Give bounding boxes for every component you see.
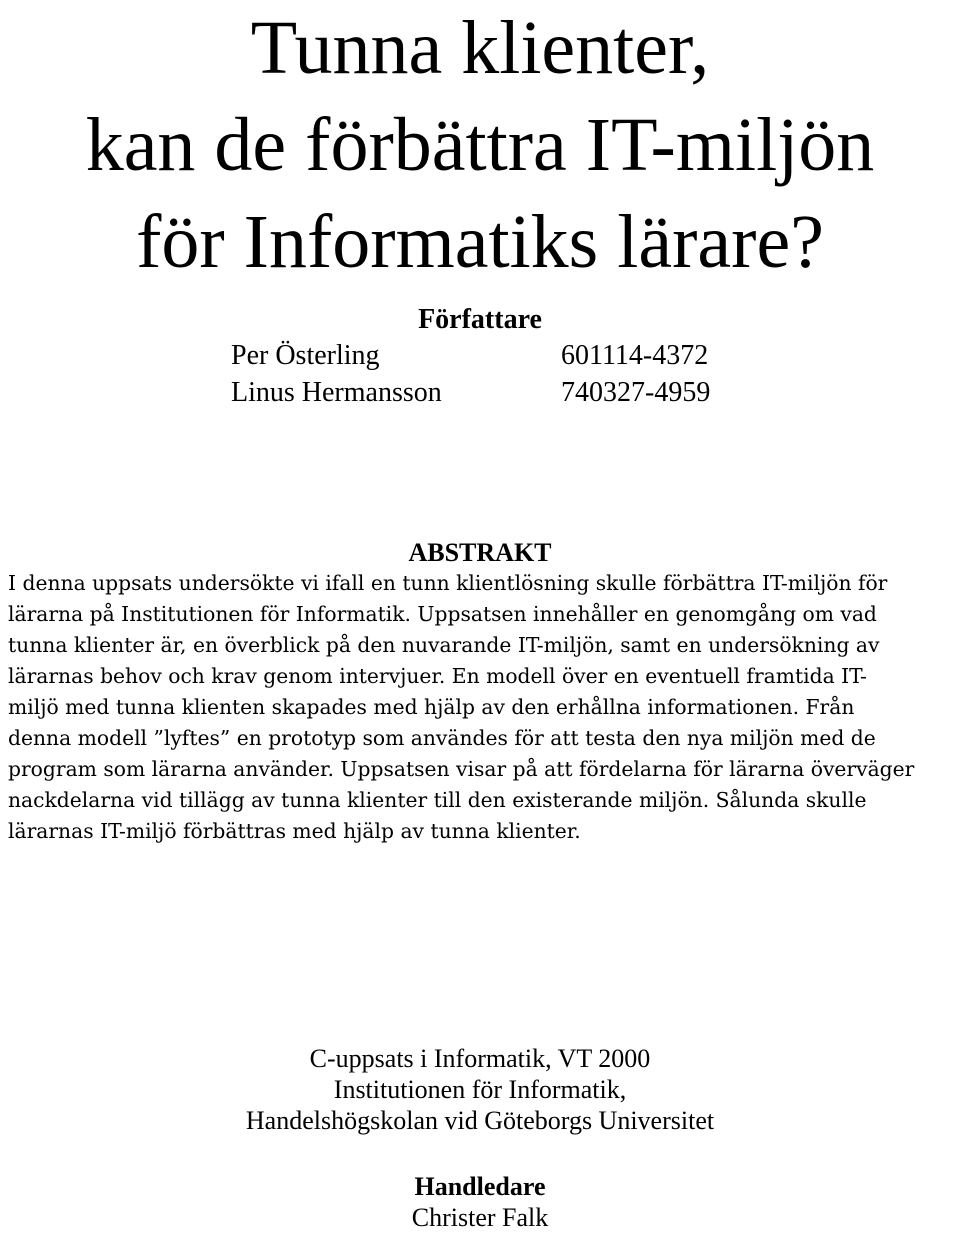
author-name: Linus Hermansson: [231, 377, 442, 408]
abstract-line: denna modell ”lyftes” en prototyp som användes för att testa den nya miljön med de: [8, 726, 876, 750]
thesis-info-line: Institutionen för Informatik,: [333, 1075, 627, 1104]
thesis-info: [0, 1043, 960, 1136]
thesis-info-line: C-uppsats i Informatik, VT 2000: [309, 1044, 651, 1073]
abstract-line: lärarnas IT-miljö förbättras med hjälp av tunna klienter.: [8, 819, 581, 843]
authors-heading: Författare: [418, 304, 542, 335]
abstract-line: program som lärarna använder. Uppsatsen visar på att fördelarna för lärarna överväger: [8, 757, 915, 781]
abstract-text: [8, 568, 958, 847]
supervisor-heading: Handledare: [414, 1172, 546, 1201]
author-row: [0, 338, 960, 374]
thesis-info-line: Handelshögskolan vid Göteborgs Universitet: [245, 1106, 715, 1135]
author-id-number: 740327-4959: [561, 377, 711, 408]
abstract-line: miljö med tunna klienten skapades med hjälp av den erhållna informationen. Från: [8, 695, 855, 719]
supervisor-name: Christer Falk: [411, 1203, 549, 1232]
abstract-line: I denna uppsats undersökte vi ifall en tunn klientlösning skulle förbättra IT-miljön för: [8, 571, 888, 595]
title-line: Tunna klienter,: [250, 6, 710, 90]
document-title: [0, 0, 960, 291]
abstract-line: tunna klienter är, en överblick på den nuvarande IT-miljön, samt en undersökning av: [8, 633, 880, 657]
abstract-line: lärarna på Institutionen för Informatik. Uppsatsen innehåller en genomgång om vad: [8, 602, 877, 626]
abstract-heading: ABSTRAKT: [408, 538, 552, 567]
abstract-line: lärarnas behov och krav genom intervjuer. En modell över en eventuell framtida IT-: [8, 664, 867, 688]
author-id-number: 601114-4372: [561, 340, 709, 371]
title-line: kan de förbättra IT-miljön: [85, 103, 875, 187]
author-row: [0, 375, 960, 411]
abstract-line: nackdelarna vid tillägg av tunna klienter till den existerande miljön. Sålunda skulle: [8, 788, 867, 812]
title-line: för Informatiks lärare?: [136, 200, 824, 284]
author-name: Per Österling: [231, 340, 380, 371]
